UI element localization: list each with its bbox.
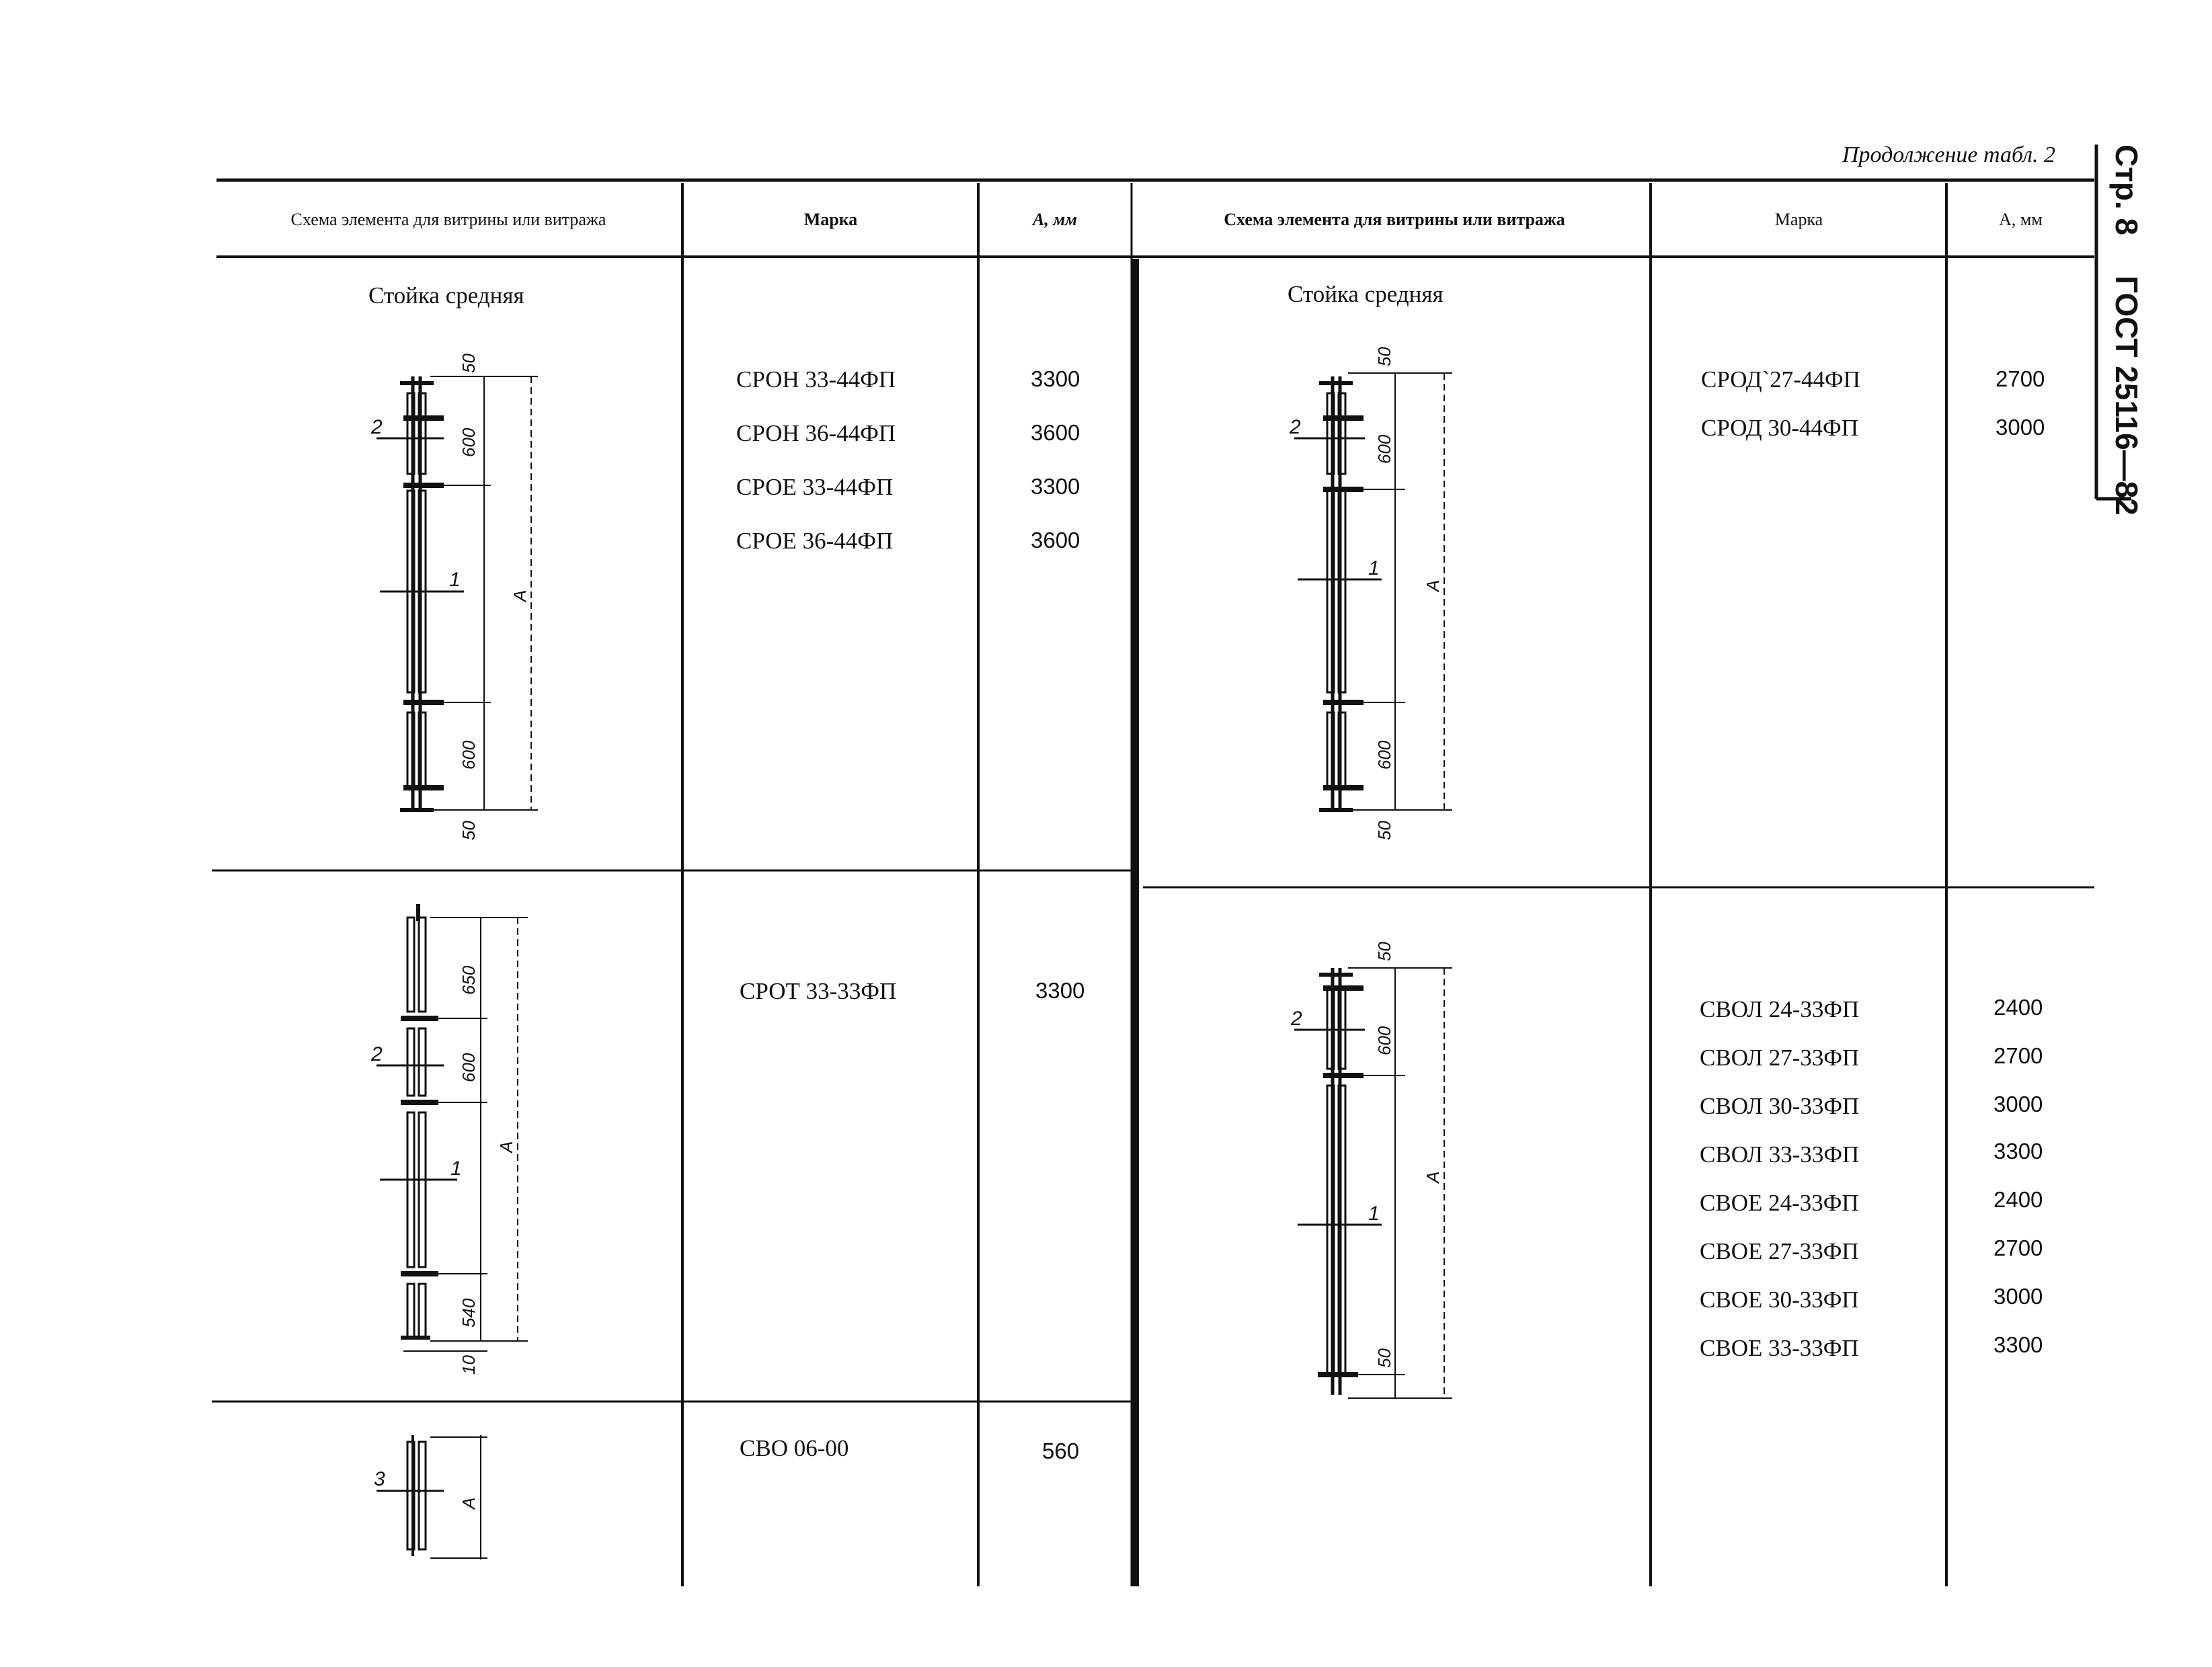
mullion-drawing-2	[377, 904, 528, 1351]
mark-cell: СВОЕ 33-33ФП	[1700, 1335, 1859, 1361]
callout-1-drawing-2: 1	[450, 1157, 462, 1180]
dim-label-650: 650	[459, 965, 479, 995]
section-title-left: Стойка средняя	[368, 282, 524, 309]
a-value-cell: 2400	[1993, 995, 2043, 1020]
mark-cell: СРОД 30-44ФП	[1701, 415, 1858, 441]
a-value-cell: 3300	[1993, 1332, 2043, 1357]
dim-label-10: 10	[459, 1355, 479, 1375]
left-header-mark: Марка	[803, 210, 858, 229]
callout-1-drawing-4: 1	[1368, 557, 1380, 579]
mark-cell: СРОЕ 33-44ФП	[736, 474, 894, 500]
dim-label-a-3: А	[459, 1497, 479, 1509]
right-header-scheme: Схема элемента для витрины или витража	[1224, 210, 1565, 229]
a-value-cell: 560	[1042, 1438, 1080, 1463]
callout-3-drawing-3: 3	[374, 1468, 385, 1490]
callout-2-drawing-2: 2	[371, 1043, 383, 1065]
a-value-cell: 2400	[1993, 1187, 2043, 1212]
dim-label-50-bottom-5: 50	[1374, 1348, 1394, 1368]
a-value-cell: 2700	[1996, 366, 2045, 391]
callout-1-drawing-1: 1	[449, 569, 461, 591]
dim-label-50-top-4: 50	[1374, 347, 1394, 366]
table-continuation-caption: Продолжение табл. 2	[1842, 143, 2056, 167]
left-header-scheme: Схема элемента для витрины или витража	[290, 210, 606, 229]
right-header-mark: Марка	[1774, 210, 1823, 229]
callout-2-drawing-4: 2	[1290, 416, 1301, 438]
mark-cell: СВОЕ 30-33ФП	[1700, 1287, 1859, 1313]
dim-label-50-bottom-4: 50	[1374, 821, 1394, 840]
a-value-cell: 3300	[1031, 366, 1080, 391]
dim-label-a-5: А	[1423, 1171, 1443, 1183]
dim-label-600-top-4: 600	[1374, 434, 1394, 464]
dim-label-a-2: А	[496, 1141, 516, 1153]
dim-label-50-top-1: 50	[459, 354, 479, 373]
a-value-cell: 3000	[1993, 1284, 2043, 1309]
dim-label-540: 540	[459, 1298, 479, 1328]
a-value-cell: 3000	[1996, 415, 2045, 440]
mark-cell: СРОТ 33-33ФП	[740, 978, 897, 1004]
mark-cell: СВО 06-00	[740, 1435, 849, 1461]
dim-label-50-top-5: 50	[1374, 942, 1394, 961]
section-title-right: Стойка средняя	[1288, 281, 1444, 307]
dim-label-a-4: А	[1423, 579, 1443, 592]
dim-label-a-1: А	[510, 589, 530, 602]
mark-cell: СРОН 36-44ФП	[736, 420, 896, 446]
a-value-cell: 2700	[1993, 1235, 2043, 1260]
dim-label-600-bottom-4: 600	[1374, 740, 1394, 770]
a-value-cell: 3300	[1035, 978, 1085, 1003]
dim-label-50-bottom-1: 50	[459, 821, 479, 840]
dim-label-600-drawing-2: 600	[459, 1053, 479, 1082]
a-value-cell: 3600	[1031, 528, 1080, 553]
a-value-cell: 2700	[1993, 1043, 2043, 1068]
mark-cell: СВОЛ 33-33ФП	[1700, 1141, 1860, 1168]
a-value-cell: 3300	[1993, 1139, 2043, 1164]
mark-cell: СВОЛ 30-33ФП	[1700, 1093, 1860, 1119]
page-number-side-label: Стр. 8	[2109, 145, 2144, 235]
a-value-cell: 3000	[1993, 1092, 2043, 1116]
callout-2-drawing-1: 2	[371, 416, 383, 438]
standard-side-label: ГОСТ 25116—82	[2109, 276, 2144, 516]
callout-1-drawing-5: 1	[1368, 1203, 1380, 1225]
a-value-cell: 3600	[1031, 420, 1080, 445]
right-header-a: А, мм	[1999, 210, 2043, 229]
dim-label-600-bottom-1: 600	[459, 740, 479, 770]
mark-cell: СРОД`27-44ФП	[1701, 366, 1860, 393]
dim-label-600-drawing-5: 600	[1374, 1026, 1394, 1055]
callout-2-drawing-5: 2	[1291, 1008, 1302, 1030]
mark-cell: СРОЕ 36-44ФП	[736, 528, 894, 554]
mark-cell: СВОЕ 27-33ФП	[1700, 1238, 1859, 1264]
left-header-a: А, мм	[1033, 210, 1077, 229]
mark-cell: СВОЛ 24-33ФП	[1700, 996, 1860, 1022]
mark-cell: СВОЕ 24-33ФП	[1700, 1190, 1859, 1216]
element-drawing-3	[377, 1435, 487, 1559]
dim-label-600-top-1: 600	[459, 428, 479, 457]
a-value-cell: 3300	[1031, 474, 1080, 499]
mark-cell: СРОН 33-44ФП	[736, 366, 896, 393]
mark-cell: СВОЛ 27-33ФП	[1700, 1045, 1860, 1071]
